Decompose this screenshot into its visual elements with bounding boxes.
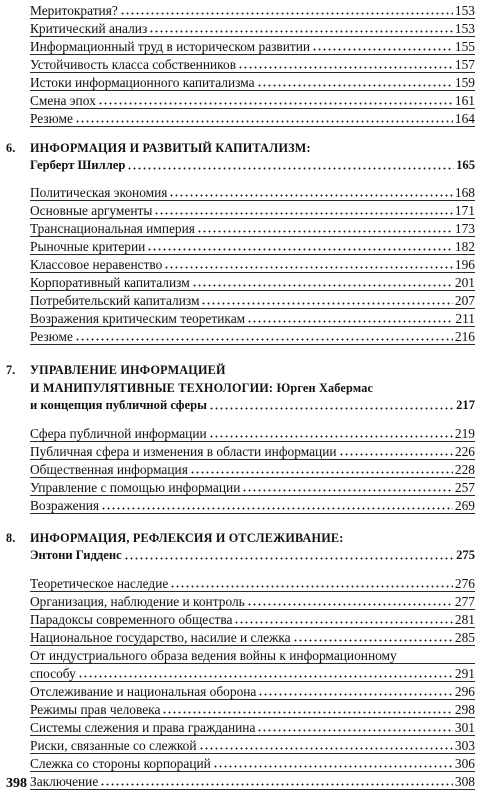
chapter-title-line-2: И МАНИПУЛЯТИВНЫЕ ТЕХНОЛОГИИ: Юрген Хабермас: [30, 380, 374, 395]
leader-dots: [100, 782, 453, 787]
chapter-heading: [6, 136, 475, 155]
toc-entry: [30, 771, 475, 790]
chapter-author-line: [30, 544, 475, 563]
leader-dots: [75, 119, 453, 124]
toc-entry-title: Организация, наблюдение и контроль: [30, 593, 245, 609]
toc-entry: [30, 326, 475, 345]
leader-dots: [258, 692, 453, 697]
toc-entry-title: Парадоксы современного общества: [30, 611, 233, 627]
toc-entry-page: 173: [454, 220, 475, 236]
leader-dots: [192, 283, 453, 288]
toc-entry: [30, 54, 475, 73]
toc-entry-page: 306: [454, 755, 475, 771]
toc-entry: [30, 200, 475, 219]
toc-entry-page: 161: [454, 92, 475, 108]
toc-entry-title: Информационный труд в историческом развитии: [30, 38, 311, 54]
toc-entry: [30, 735, 475, 754]
toc-entry-page: 219: [454, 425, 475, 441]
toc-entry: [30, 108, 475, 127]
toc-entry-title: Заключение: [30, 773, 99, 789]
toc-entry-page: 159: [454, 74, 475, 90]
toc-entry: [30, 663, 475, 682]
toc-entry-title: Политическая экономия: [30, 184, 168, 200]
toc-entry: [30, 459, 475, 478]
toc-entry: [30, 272, 475, 291]
chapter-number: 8.: [6, 530, 16, 545]
leader-dots: [293, 638, 453, 643]
chapter-title: ИНФОРМАЦИЯ И РАЗВИТЫЙ КАПИТАЛИЗМ:: [30, 140, 311, 155]
chapter-title: УПРАВЛЕНИЕ ИНФОРМАЦИЕЙ: [30, 362, 226, 377]
toc-entry: [30, 477, 475, 496]
chapter-number: 7.: [6, 362, 16, 377]
toc-entry-title: Резюме: [30, 328, 73, 344]
toc-entry-page: 211: [455, 310, 475, 326]
leader-dots: [75, 337, 453, 342]
leader-dots: [101, 506, 453, 511]
leader-dots: [120, 11, 453, 16]
toc-entry: [30, 236, 475, 255]
toc-entry: [30, 609, 475, 628]
chapter-author: и концепция публичной сферы: [30, 398, 207, 413]
toc-entry-page: 257: [454, 479, 475, 495]
leader-dots: [162, 710, 452, 715]
toc-entry-page: 153: [454, 20, 475, 36]
leader-dots: [257, 83, 453, 88]
toc-entry-title: Управление с помощью информации: [30, 479, 241, 495]
toc-entry-page: 277: [454, 593, 475, 609]
leader-dots: [339, 452, 453, 457]
toc-entry-title: Устойчивость класса собственников: [30, 56, 237, 72]
toc-entry-title: Сфера публичной информации: [30, 425, 207, 441]
toc-entry-title: Меритократия?: [30, 2, 118, 18]
chapter-heading: [6, 526, 475, 545]
toc-entry: [30, 591, 475, 610]
toc-entry: [30, 0, 475, 19]
toc-entry-page: 296: [454, 683, 475, 699]
toc-entry-page: 157: [454, 56, 475, 72]
leader-dots: [234, 620, 452, 625]
toc-entry-title: Критический анализ: [30, 20, 148, 36]
leader-dots: [247, 602, 453, 607]
toc-entry-title: Основные аргументы: [30, 202, 153, 218]
chapter-title: ИНФОРМАЦИЯ, РЕФЛЕКСИЯ И ОТСЛЕЖИВАНИЕ:: [30, 530, 344, 545]
toc-entry-page: 276: [454, 575, 475, 591]
leader-dots: [190, 470, 453, 475]
toc-entry: [30, 681, 475, 700]
chapter-author: Герберт Шиллер: [30, 158, 126, 173]
toc-entry-title: Национальное государство, насилие и слежка: [30, 629, 291, 645]
toc-entry: [30, 36, 475, 55]
toc-entry: [30, 182, 475, 201]
toc-entry-page: 196: [454, 256, 475, 272]
chapter-page: 165: [456, 158, 475, 173]
toc-entry-page: 303: [454, 737, 475, 753]
toc-entry: [30, 753, 475, 772]
toc-entry-page: 171: [454, 202, 475, 218]
toc-entry-page: 182: [454, 238, 475, 254]
toc-entry: [30, 72, 475, 91]
toc-entry: [30, 645, 475, 664]
toc-entry-title: Потребительский капитализм: [30, 292, 200, 308]
toc-entry-page: 308: [454, 773, 475, 789]
toc-entry: [30, 573, 475, 592]
toc-entry: [30, 717, 475, 736]
toc-entry-title: Слежка со стороны корпораций: [30, 755, 211, 771]
toc-entry-page: 291: [454, 665, 475, 681]
toc-entry: [30, 90, 475, 109]
toc-entry-title: Риски, связанные со слежкой: [30, 737, 197, 753]
toc-entry-page: 281: [454, 611, 475, 627]
leader-dots: [209, 434, 453, 439]
leader-dots: [147, 247, 453, 252]
toc-entry: [30, 441, 475, 460]
leader-dots: [197, 229, 453, 234]
toc-entry-page: 201: [454, 274, 475, 290]
toc-entry-title: Рыночные критерии: [30, 238, 146, 254]
chapter-number: 6.: [6, 140, 16, 155]
leader-dots: [213, 764, 453, 769]
toc-entry-title: Возражения критическим теоретикам: [30, 310, 246, 326]
toc-entry-page: 301: [454, 719, 475, 735]
toc-entry-page: 228: [454, 461, 475, 477]
toc-entry-title: Корпоративный капитализм: [30, 274, 190, 290]
leader-dots: [312, 47, 453, 52]
leader-dots: [127, 166, 454, 171]
toc-entry-page: 226: [454, 443, 475, 459]
chapter-author-line: [30, 154, 475, 173]
toc-entry-title: От индустриального образа ведения войны к информационному: [30, 647, 397, 663]
toc-entry-page: 164: [454, 110, 475, 126]
chapter-heading-line-2: [30, 376, 475, 394]
page-number: 398: [6, 776, 27, 791]
toc-entry: [30, 699, 475, 718]
leader-dots: [199, 746, 453, 751]
leader-dots: [78, 674, 453, 679]
toc-entry: [30, 254, 475, 273]
toc-entry: [30, 290, 475, 309]
leader-dots: [257, 728, 452, 733]
toc-entry-title: Общественная информация: [30, 461, 188, 477]
chapter-heading: [6, 358, 475, 377]
toc-entry-page: 216: [454, 328, 475, 344]
toc-entry-title: Транснациональная империя: [30, 220, 195, 236]
toc-entry-page: 285: [454, 629, 475, 645]
leader-dots: [201, 301, 452, 306]
toc-entry-title: Системы слежения и права гражданина: [30, 719, 256, 735]
toc-entry-page: 207: [454, 292, 475, 308]
toc-entry-page: 269: [454, 497, 475, 513]
toc-entry-title: Режимы прав человека: [30, 701, 161, 717]
toc-entry-title: способу: [30, 665, 76, 681]
toc-entry: [30, 18, 475, 37]
chapter-author: Энтони Гидденс: [30, 548, 122, 563]
toc-entry-page: 153: [454, 2, 475, 18]
toc-entry-title: Классовое неравенство: [30, 256, 163, 272]
leader-dots: [170, 584, 453, 589]
toc-entry-title: Возражения: [30, 497, 100, 513]
toc-entry-title: Резюме: [30, 110, 73, 126]
leader-dots: [209, 406, 454, 411]
toc-entry: [30, 627, 475, 646]
leader-dots: [242, 488, 453, 493]
toc-entry: [30, 495, 475, 514]
toc-entry-title: Теоретическое наследие: [30, 575, 169, 591]
leader-dots: [149, 29, 453, 34]
toc-entry: [30, 423, 475, 442]
leader-dots: [169, 193, 452, 198]
leader-dots: [238, 65, 453, 70]
toc-entry-page: 155: [454, 38, 475, 54]
toc-entry-title: Отслеживание и национальная оборона: [30, 683, 257, 699]
leader-dots: [124, 556, 454, 561]
toc-entry-title: Смена эпох: [30, 92, 96, 108]
toc-entry-title: Истоки информационного капитализма: [30, 74, 255, 90]
leader-dots: [154, 211, 453, 216]
leader-dots: [247, 319, 453, 324]
leader-dots: [164, 265, 453, 270]
chapter-page: 275: [456, 548, 475, 563]
toc-entry: [30, 218, 475, 237]
chapter-page: 217: [456, 398, 475, 413]
toc-entry-page: 168: [454, 184, 475, 200]
toc-entry-page: 298: [454, 701, 475, 717]
leader-dots: [98, 101, 453, 106]
toc-entry-title: Публичная сфера и изменения в области информации: [30, 443, 337, 459]
chapter-author-line: [30, 394, 475, 413]
toc-entry: [30, 308, 475, 327]
